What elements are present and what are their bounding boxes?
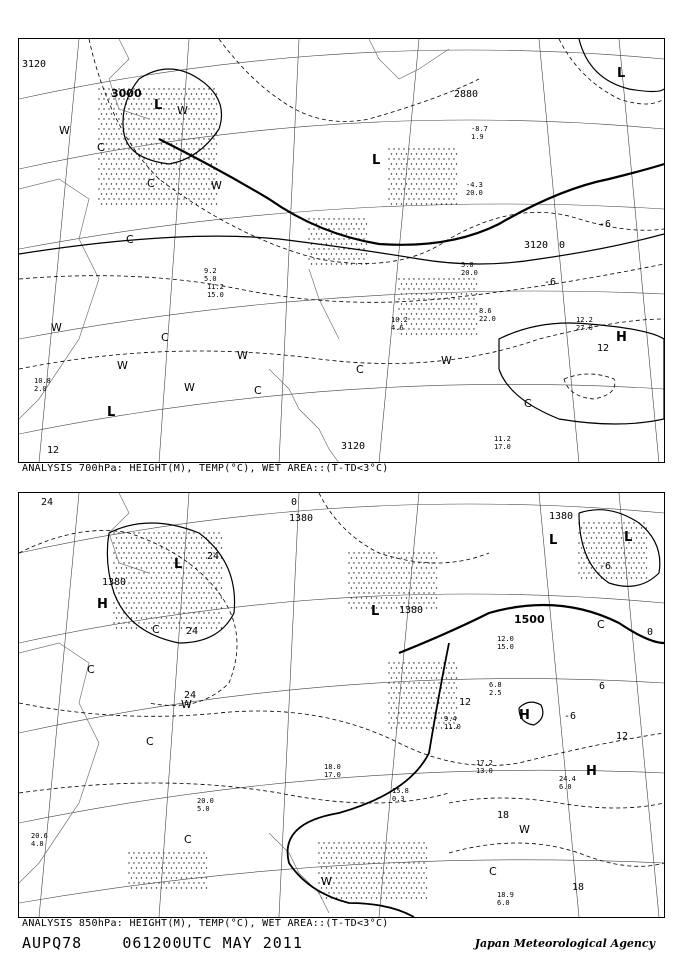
- temp-label: 24: [41, 497, 54, 508]
- warm-symbol: W: [441, 354, 452, 367]
- station-temp: 9.4: [444, 715, 457, 723]
- temp-label: 0: [647, 627, 654, 638]
- station-dewpoint: 4.6: [391, 324, 404, 332]
- high-symbol: H: [97, 597, 108, 612]
- station-temp: 11.2: [494, 435, 511, 443]
- warm-symbol: W: [211, 179, 222, 192]
- height-label: 3000: [111, 87, 142, 100]
- panel-caption-850hpa: ANALYSIS 850hPa: HEIGHT(M), TEMP(°C), WET AREA::(T-TD<3°C): [22, 918, 389, 929]
- low-symbol: L: [372, 153, 381, 168]
- low-symbol: L: [617, 66, 626, 81]
- low-symbol: L: [154, 98, 163, 113]
- low-symbol: L: [624, 530, 633, 545]
- temp-label: 0: [291, 497, 298, 508]
- station-dewpoint: 15.0: [207, 291, 224, 299]
- station-temp: -8.7: [471, 125, 488, 133]
- cold-symbol: C: [254, 384, 262, 397]
- cold-symbol: C: [146, 735, 154, 748]
- station-dewpoint: 0.3: [392, 795, 405, 803]
- cold-symbol: C: [524, 397, 532, 410]
- height-label: 1380: [399, 605, 424, 616]
- station-temp: 6.8: [489, 681, 502, 689]
- station-temp: 18.9: [497, 891, 514, 899]
- chart-footer: [22, 934, 303, 952]
- station-temp: 9.2: [204, 267, 217, 275]
- cold-symbol: C: [489, 865, 497, 878]
- height-label: 1500: [514, 613, 545, 626]
- station-temp: 12.0: [497, 635, 514, 643]
- temperature-labels: [47, 219, 611, 456]
- temp-label: -6: [564, 711, 577, 722]
- height-label: 1380: [289, 513, 314, 524]
- cold-symbol: C: [161, 331, 169, 344]
- temp-label: -6: [599, 561, 612, 572]
- graticule: [19, 493, 664, 917]
- station-dewpoint: 20.0: [466, 189, 483, 197]
- valid-time: 061200UTC MAY 2011: [122, 934, 303, 952]
- height-label: 3120: [524, 240, 549, 251]
- temp-label: 12: [616, 731, 629, 742]
- map-700hpa: [19, 39, 664, 463]
- station-temp: 15.8: [392, 787, 409, 795]
- temp-label: 12: [597, 343, 610, 354]
- station-temp: 20.6: [31, 832, 48, 840]
- chart-id: AUPQ78: [22, 934, 83, 952]
- map-850hpa: [19, 493, 664, 917]
- station-dewpoint: 4.8: [31, 840, 44, 848]
- warm-symbol: W: [184, 381, 195, 394]
- agency-credit: Japan Meteorological Agency: [474, 937, 655, 950]
- station-dewpoint: 11.0: [444, 723, 461, 731]
- station-temp: 8.6: [479, 307, 492, 315]
- temp-label: 18: [572, 882, 585, 893]
- station-temp: 18.0: [324, 763, 341, 771]
- station-temp: 12.2: [576, 316, 593, 324]
- warm-symbol: W: [237, 349, 248, 362]
- station-dewpoint: 5.0: [197, 805, 210, 813]
- cold-symbol: C: [147, 177, 155, 190]
- low-symbol: L: [107, 405, 116, 420]
- temperature-labels: [41, 497, 653, 893]
- high-symbol: H: [586, 764, 597, 779]
- station-dewpoint: 6.0: [497, 899, 510, 907]
- station-temp: 11.2: [207, 283, 224, 291]
- station-dewpoint: 1.9: [471, 133, 484, 141]
- station-dewpoint: 13.0: [476, 767, 493, 775]
- temp-label: 12: [47, 445, 60, 456]
- height-label: 3120: [22, 59, 47, 70]
- warm-symbol: W: [519, 823, 530, 836]
- low-symbol: L: [371, 604, 380, 619]
- warm-symbol: W: [321, 875, 332, 888]
- temperature-isotherms: [19, 493, 664, 866]
- temp-label: -6: [599, 219, 612, 230]
- cold-symbol: C: [126, 233, 134, 246]
- warm-symbol: W: [177, 104, 188, 117]
- temp-label: -6: [544, 277, 557, 288]
- temp-label: 6: [599, 681, 606, 692]
- station-dewpoint: 2.5: [489, 689, 502, 697]
- station-dewpoint: 5.0: [204, 275, 217, 283]
- low-symbol: L: [174, 557, 183, 572]
- coastlines: [19, 39, 449, 463]
- station-dewpoint: 17.0: [324, 771, 341, 779]
- temp-label: 18: [497, 810, 510, 821]
- pressure-system-symbols: [87, 530, 632, 888]
- map-panel-700hpa: [18, 38, 665, 463]
- station-temp: 24.4: [559, 775, 576, 783]
- warm-symbol: W: [181, 698, 192, 711]
- station-dewpoint: 2.0: [34, 385, 47, 393]
- station-dewpoint: 20.0: [461, 269, 478, 277]
- height-labels: [22, 59, 548, 452]
- height-contours: [107, 510, 664, 917]
- warm-symbol: W: [117, 359, 128, 372]
- temp-label: 12: [459, 697, 472, 708]
- high-symbol: H: [519, 708, 530, 723]
- station-temp: 17.2: [476, 759, 493, 767]
- station-dewpoint: 17.0: [494, 443, 511, 451]
- temp-label: 0: [559, 240, 566, 251]
- temp-label: 24: [207, 551, 220, 562]
- station-dewpoint: 15.0: [497, 643, 514, 651]
- cold-symbol: C: [97, 141, 105, 154]
- height-label: 1380: [102, 577, 127, 588]
- station-dewpoint: 22.0: [479, 315, 496, 323]
- high-symbol: H: [616, 330, 627, 345]
- station-temp: -4.3: [466, 181, 483, 189]
- low-symbol: L: [549, 533, 558, 548]
- warm-symbol: W: [51, 321, 62, 334]
- station-dewpoint: 6.0: [559, 783, 572, 791]
- station-observations: [34, 125, 593, 451]
- station-dewpoint: 27.0: [576, 324, 593, 332]
- cold-symbol: C: [152, 623, 160, 636]
- station-temp: 20.0: [197, 797, 214, 805]
- panel-caption-700hpa: ANALYSIS 700hPa: HEIGHT(M), TEMP(°C), WET AREA::(T-TD<3°C): [22, 463, 389, 474]
- cold-symbol: C: [184, 833, 192, 846]
- station-temp: 10.2: [391, 316, 408, 324]
- warm-symbol: W: [59, 124, 70, 137]
- cold-symbol: C: [597, 618, 605, 631]
- height-label: 1380: [549, 511, 574, 522]
- station-temp: 5.0: [461, 261, 474, 269]
- height-label: 2880: [454, 89, 479, 100]
- cold-symbol: C: [87, 663, 95, 676]
- map-panel-850hpa: [18, 492, 665, 918]
- station-temp: 10.8: [34, 377, 51, 385]
- height-label: 3120: [341, 441, 366, 452]
- cold-symbol: C: [356, 363, 364, 376]
- graticule: [19, 39, 664, 463]
- temp-label: 24: [186, 626, 199, 637]
- temp-label: 24: [184, 690, 197, 701]
